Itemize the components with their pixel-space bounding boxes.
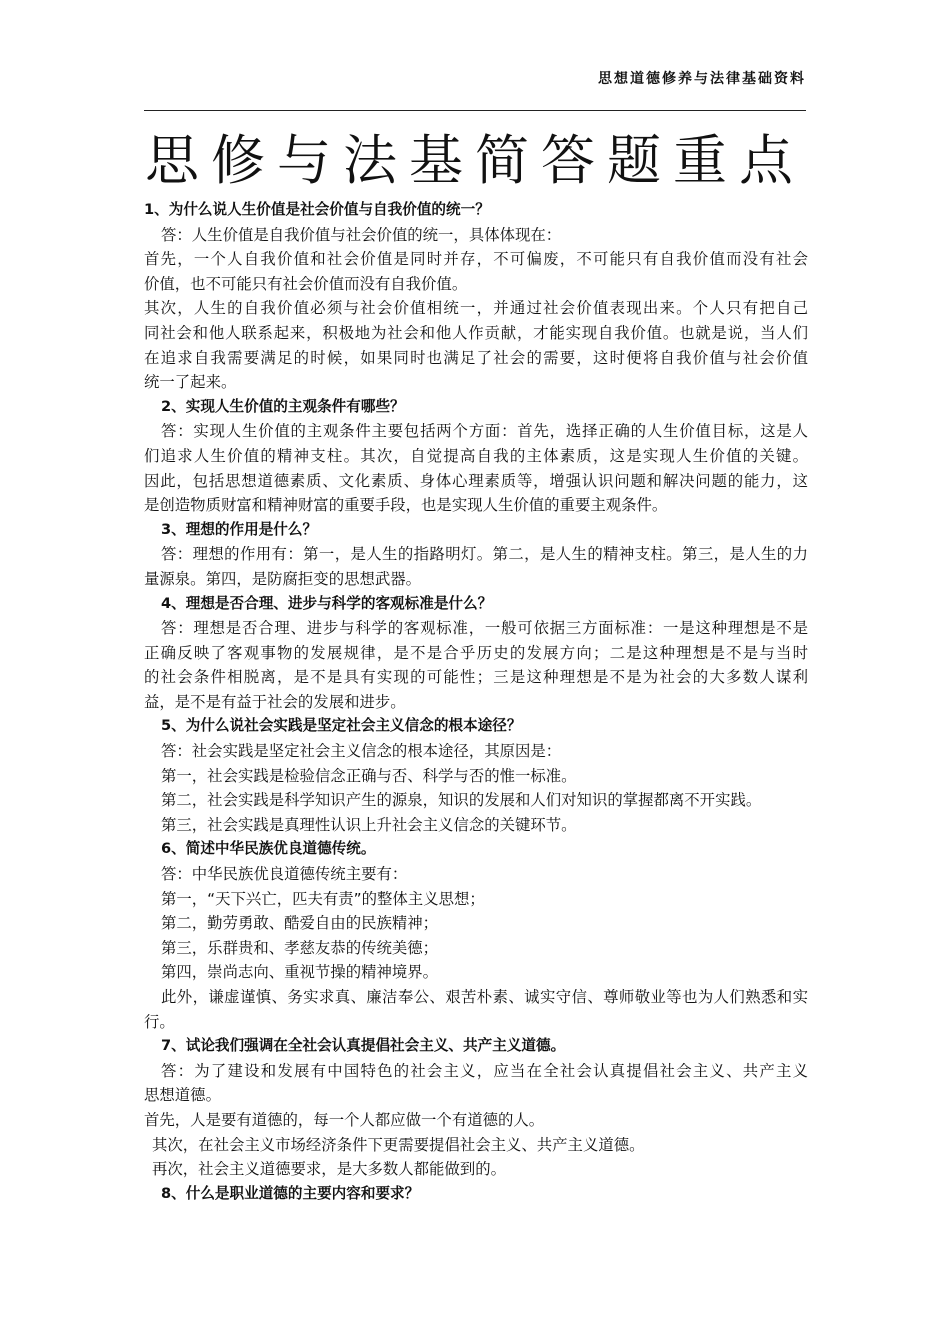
document-body <box>144 198 808 1206</box>
paragraph-line: 行。 <box>144 1012 175 1031</box>
paragraph-line: 此外，谦虚谨慎、务实求真、廉洁奉公、艰苦朴素、诚实守信、尊师敬业等也为人们熟悉和实 <box>161 988 808 1006</box>
paragraph-line: 价值，也不可能只有社会价值而没有自我价值。 <box>144 274 468 293</box>
question-heading: 3、理想的作用是什么？ <box>161 520 318 538</box>
running-header: 思想道德修养与法律基础资料 <box>598 71 806 87</box>
paragraph-line: 第二，社会实践是科学知识产生的源泉，知识的发展和人们对知识的掌握都离不开实践。 <box>161 791 762 810</box>
paragraph-line: 思想道德。 <box>144 1086 221 1105</box>
paragraph-line: 首先，人是要有道德的，每一个人都应做一个有道德的人。 <box>144 1110 545 1129</box>
paragraph-line: 第二，勤劳勇敢、酷爱自由的民族精神； <box>161 914 439 933</box>
question-heading: 2、实现人生价值的主观条件有哪些？ <box>161 397 405 415</box>
paragraph-line: 量源泉。第四，是防腐拒变的思想武器。 <box>144 569 422 588</box>
paragraph-line: 第一，“天下兴亡，匹夫有责”的整体主义思想； <box>161 889 485 908</box>
header-divider <box>144 110 806 111</box>
paragraph-line: 第三，乐群贵和、孝慈友恭的传统美德； <box>161 938 439 957</box>
paragraph-line: 益，是不是有益于社会的发展和进步。 <box>144 692 406 711</box>
paragraph-line: 答：实现人生价值的主观条件主要包括两个方面：首先，选择正确的人生价值目标，这是人 <box>161 422 808 441</box>
page-title: 思修与法基简答题重点 <box>145 129 805 192</box>
paragraph-line: 其次，人生的自我价值必须与社会价值相统一，并通过社会价值表现出来。个人只有把自己 <box>144 299 808 318</box>
paragraph-line: 同社会和他人联系起来，积极地为社会和他人作贡献，才能实现自我价值。也就是说，当人们 <box>144 323 808 342</box>
paragraph-line: 统一了起来。 <box>144 373 237 392</box>
paragraph-line: 第四，崇尚志向、重视节操的精神境界。 <box>161 963 439 982</box>
paragraph-line: 答：人生价值是自我价值与社会价值的统一，具体体现在： <box>161 225 562 244</box>
paragraph-line: 正确反映了客观事物的发展规律，是不是合乎历史的发展方向；二是这种理想是不是与当时 <box>144 643 808 662</box>
question-heading: 7、试论我们强调在全社会认真提倡社会主义、共产主义道德。 <box>161 1037 566 1055</box>
paragraph-line: 答：理想的作用有：第一，是人生的指路明灯。第二，是人生的精神支柱。第三，是人生的力 <box>161 545 808 564</box>
question-heading: 4、理想是否合理、进步与科学的客观标准是什么？ <box>161 594 493 612</box>
paragraph-line: 第三，社会实践是真理性认识上升社会主义信念的关键环节。 <box>161 815 577 834</box>
paragraph-line: 再次，社会主义道德要求，是大多数人都能做到的。 <box>152 1160 506 1179</box>
paragraph-line: 答：理想是否合理、进步与科学的客观标准，一般可依据三方面标准：一是这种理想是不是 <box>161 619 808 638</box>
paragraph-line: 是创造物质财富和精神财富的重要手段，也是实现人生价值的重要主观条件。 <box>144 496 668 515</box>
paragraph-line: 其次，在社会主义市场经济条件下更需要提倡社会主义、共产主义道德。 <box>152 1135 645 1154</box>
paragraph-line: 在追求自我需要满足的时候，如果同时也满足了社会的需要，这时便将自我价值与社会价值 <box>144 348 808 367</box>
paragraph-line: 答：为了建设和发展有中国特色的社会主义，应当在全社会认真提倡社会主义、共产主义 <box>161 1061 808 1080</box>
question-heading: 1、为什么说人生价值是社会价值与自我价值的统一？ <box>144 201 490 218</box>
question-heading: 6、简述中华民族优良道德传统。 <box>161 840 376 858</box>
question-heading: 8、什么是职业道德的主要内容和要求？ <box>161 1184 420 1202</box>
question-heading: 5、为什么说社会实践是坚定社会主义信念的根本途径？ <box>161 717 522 735</box>
paragraph-line: 第一，社会实践是检验信念正确与否、科学与否的惟一标准。 <box>161 766 577 785</box>
paragraph-line: 们追求人生价值的精神支柱。其次，自觉提高自我的主体素质，这是实现人生价值的关键。 <box>144 446 808 465</box>
paragraph-line: 答：中华民族优良道德传统主要有： <box>161 865 408 884</box>
paragraph-line: 因此，包括思想道德素质、文化素质、身体心理素质等，增强认识问题和解决问题的能力，这 <box>144 471 808 490</box>
paragraph-line: 答：社会实践是坚定社会主义信念的根本途径，其原因是： <box>161 742 562 761</box>
paragraph-line: 的社会条件相脱离，是不是具有实现的可能性；三是这种理想是不是为社会的大多数人谋利 <box>144 668 808 687</box>
paragraph-line: 首先，一个人自我价值和社会价值是同时并存，不可偏废，不可能只有自我价值而没有社会 <box>144 250 808 269</box>
